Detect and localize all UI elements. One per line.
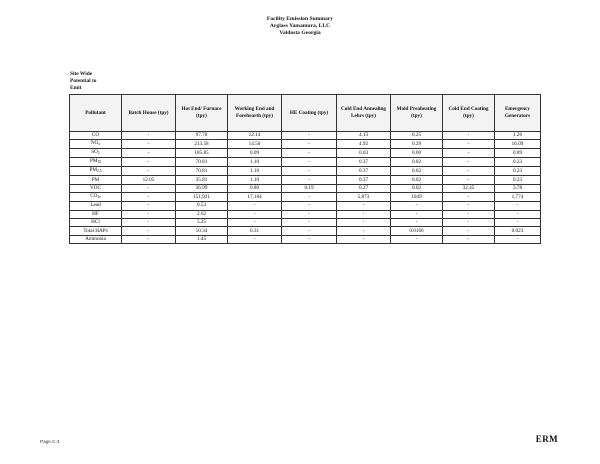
- emission-value-cell: 185.85: [176, 149, 228, 158]
- table-row: [70, 140, 541, 149]
- pollutant-name: Total HAPs: [83, 227, 108, 234]
- emission-value-cell: 213.58: [176, 140, 228, 149]
- table-row: [70, 227, 541, 235]
- pollutant-cell: [70, 218, 122, 226]
- emission-value-cell: 0.19: [282, 184, 337, 192]
- emission-value-cell: -: [122, 210, 176, 218]
- emission-value-cell: -: [391, 235, 443, 243]
- emission-value-cell: -: [282, 210, 337, 218]
- emission-value-cell: -: [122, 227, 176, 235]
- emission-value-cell: 0.00: [391, 149, 443, 158]
- emission-value-cell: -: [443, 132, 495, 140]
- emission-value-cell: -: [122, 158, 176, 167]
- emission-value-cell: 0.31: [228, 227, 282, 235]
- column-header-working-end: Working End and Forehearth (tpy): [228, 95, 282, 132]
- emission-value-cell: -: [122, 218, 176, 226]
- emission-value-cell: -: [122, 193, 176, 202]
- emission-value-cell: 0.80: [228, 184, 282, 192]
- table-row: [70, 218, 541, 226]
- column-header-he-coating: HE Coating (tpy): [282, 95, 337, 132]
- pollutant-name: VOC: [90, 184, 101, 191]
- emission-value-cell: 0.03: [337, 149, 391, 158]
- table-row: [70, 210, 541, 218]
- emission-value-cell: -: [443, 202, 495, 210]
- emission-value-cell: 3.78: [495, 184, 541, 192]
- emission-value-cell: -: [337, 202, 391, 210]
- emission-value-cell: -: [495, 218, 541, 226]
- table-row: [70, 202, 541, 210]
- pollutant-cell: [70, 193, 122, 202]
- table-row: [70, 132, 541, 140]
- column-header-batch-house: Batch House (tpy): [122, 95, 176, 132]
- page-number: Page C-3: [40, 439, 60, 444]
- table-body: [70, 132, 541, 244]
- emission-value-cell: -: [122, 140, 176, 149]
- pollutant-name: HCl: [91, 219, 100, 226]
- document-header: [0, 16, 600, 37]
- emission-value-cell: -: [495, 202, 541, 210]
- pollutant-name: CO: [91, 132, 100, 139]
- emission-value-cell: 0.37: [337, 176, 391, 184]
- emission-value-cell: 0.023: [495, 227, 541, 235]
- pollutant-cell: [70, 210, 122, 218]
- pollutant-cell: [70, 149, 122, 158]
- emission-value-cell: -: [337, 235, 391, 243]
- emission-value-cell: -: [122, 235, 176, 243]
- emission-value-cell: -: [282, 158, 337, 167]
- emission-value-cell: -: [443, 227, 495, 235]
- emission-summary-table: [69, 94, 541, 244]
- emission-value-cell: 0.89: [495, 149, 541, 158]
- emission-value-cell: 97.78: [176, 132, 228, 140]
- emission-value-cell: -: [228, 218, 282, 226]
- emission-value-cell: 0.53: [176, 202, 228, 210]
- emission-value-cell: -: [337, 218, 391, 226]
- column-header-emergency-generators: Emergency Generators: [495, 95, 541, 132]
- emission-value-cell: -: [282, 227, 337, 235]
- emission-value-cell: 0.23: [495, 176, 541, 184]
- pollutant-subscript: x: [98, 142, 101, 147]
- emission-value-cell: -: [282, 140, 337, 149]
- emission-value-cell: -: [282, 202, 337, 210]
- emission-value-cell: 0.23: [495, 158, 541, 167]
- emission-value-cell: -: [337, 210, 391, 218]
- table-row: [70, 235, 541, 243]
- company-name: Arglass Yamamura, LLC: [269, 23, 331, 29]
- pollutant-cell: [70, 176, 122, 184]
- emission-value-cell: -: [282, 218, 337, 226]
- emission-value-cell: 17,184: [228, 193, 282, 202]
- emission-value-cell: 32.45: [443, 184, 495, 192]
- column-header-hot-end-furnace: Hot End/ Furnace (tpy): [176, 95, 228, 132]
- emission-value-cell: 0.25: [391, 132, 443, 140]
- emission-value-cell: -: [122, 167, 176, 176]
- pollutant-cell: [70, 167, 122, 176]
- emission-value-cell: 4.92: [337, 140, 391, 149]
- table-row: [70, 176, 541, 184]
- emission-value-cell: -: [495, 235, 541, 243]
- pollutant-cell: [70, 140, 122, 149]
- facility-location: Valdosta Georgia: [279, 30, 321, 36]
- emission-value-cell: -: [228, 202, 282, 210]
- pollutant-name: NO: [90, 140, 99, 147]
- emission-value-cell: 16.09: [495, 140, 541, 149]
- emission-value-cell: -: [282, 149, 337, 158]
- emission-value-cell: 0.02: [391, 176, 443, 184]
- emission-value-cell: -: [443, 140, 495, 149]
- pollutant-cell: [70, 184, 122, 192]
- emission-value-cell: -: [391, 202, 443, 210]
- emission-value-cell: 0.29: [391, 140, 443, 149]
- emission-value-cell: 2.62: [176, 210, 228, 218]
- emission-value-cell: 12.14: [228, 132, 282, 140]
- emission-value-cell: -: [282, 176, 337, 184]
- emission-value-cell: -: [443, 176, 495, 184]
- emission-value-cell: -: [282, 167, 337, 176]
- emission-value-cell: 1,774: [495, 193, 541, 202]
- pollutant-subscript: 10: [97, 160, 102, 165]
- emission-value-cell: -: [122, 202, 176, 210]
- pollutant-name: SO: [91, 149, 98, 156]
- section-label-line: Potential to: [70, 78, 97, 84]
- emission-value-cell: 0.0166: [391, 227, 443, 235]
- pollutant-cell: [70, 158, 122, 167]
- emission-value-cell: 1.10: [228, 167, 282, 176]
- emission-value-cell: 0.23: [495, 167, 541, 176]
- pollutant-cell: [70, 132, 122, 140]
- emission-value-cell: -: [228, 235, 282, 243]
- emission-value-cell: -: [391, 218, 443, 226]
- emission-value-cell: 5.25: [176, 218, 228, 226]
- emission-value-cell: 1049: [391, 193, 443, 202]
- table-row: [70, 184, 541, 192]
- emission-value-cell: 12.05: [122, 176, 176, 184]
- emission-value-cell: -: [228, 210, 282, 218]
- pollutant-name: PM: [89, 167, 97, 174]
- emission-value-cell: 0.37: [337, 167, 391, 176]
- emission-value-cell: 5,873: [337, 193, 391, 202]
- table-row: [70, 193, 541, 202]
- emission-value-cell: 151,921: [176, 193, 228, 202]
- table-header-row: [70, 95, 541, 132]
- pollutant-name: Lead: [90, 202, 101, 209]
- erm-logo: ERM: [535, 434, 558, 444]
- emission-value-cell: 10.34: [176, 227, 228, 235]
- emission-value-cell: 35.81: [176, 176, 228, 184]
- column-header-annealing-lehrs: Cold End Annealing Lehrs (tpy): [337, 95, 391, 132]
- pollutant-cell: [70, 202, 122, 210]
- table-row: [70, 167, 541, 176]
- emission-value-cell: 0.37: [337, 158, 391, 167]
- emission-value-cell: -: [282, 235, 337, 243]
- section-label: [70, 71, 130, 92]
- pollutant-name: HF: [92, 210, 99, 217]
- emission-value-cell: 0.09: [228, 149, 282, 158]
- table-row: [70, 149, 541, 158]
- emission-value-cell: 0.27: [337, 184, 391, 192]
- pollutant-subscript: 2: [97, 151, 100, 156]
- pollutant-name: PM: [91, 176, 100, 183]
- emission-value-cell: 1.10: [228, 158, 282, 167]
- emission-value-cell: 1.26: [495, 132, 541, 140]
- emission-value-cell: 0.02: [391, 184, 443, 192]
- pollutant-cell: [70, 235, 122, 243]
- emission-value-cell: -: [122, 149, 176, 158]
- emission-value-cell: -: [122, 184, 176, 192]
- pollutant-cell: [70, 227, 122, 235]
- column-header-pollutant: Pollutant: [70, 95, 122, 132]
- pollutant-subscript: 2e: [97, 195, 101, 200]
- emission-value-cell: 0.02: [391, 167, 443, 176]
- emission-value-cell: 0.02: [391, 158, 443, 167]
- column-header-cold-end-coating: Cold End Coating (tpy): [443, 95, 495, 132]
- pollutant-name: PM: [89, 158, 98, 165]
- section-label-line: Site Wide: [70, 71, 93, 77]
- emission-value-cell: 14.50: [228, 140, 282, 149]
- emission-value-cell: -: [443, 158, 495, 167]
- pollutant-name: Ammonia: [85, 235, 106, 242]
- section-label-line: Emit: [70, 85, 82, 91]
- emission-value-cell: 36.99: [176, 184, 228, 192]
- emission-value-cell: -: [282, 132, 337, 140]
- emission-value-cell: 70.81: [176, 167, 228, 176]
- emission-value-cell: -: [391, 210, 443, 218]
- document-title: Facility Emission Summary: [266, 16, 334, 22]
- emission-value-cell: -: [443, 193, 495, 202]
- emission-value-cell: -: [443, 167, 495, 176]
- emission-value-cell: -: [282, 193, 337, 202]
- emission-value-cell: -: [337, 227, 391, 235]
- pollutant-subscript: 2.5: [97, 169, 102, 174]
- emission-value-cell: 1.45: [176, 235, 228, 243]
- emission-value-cell: 1.10: [228, 176, 282, 184]
- table-row: [70, 158, 541, 167]
- emission-value-cell: -: [443, 210, 495, 218]
- emission-value-cell: 70.81: [176, 158, 228, 167]
- emission-value-cell: -: [122, 132, 176, 140]
- emission-value-cell: -: [443, 235, 495, 243]
- emission-value-cell: 4.13: [337, 132, 391, 140]
- emission-value-cell: -: [495, 210, 541, 218]
- column-header-mold-preheating: Mold Preaheating (tpy): [391, 95, 443, 132]
- emission-value-cell: -: [443, 149, 495, 158]
- pollutant-name: CO: [90, 193, 98, 200]
- emission-value-cell: -: [443, 218, 495, 226]
